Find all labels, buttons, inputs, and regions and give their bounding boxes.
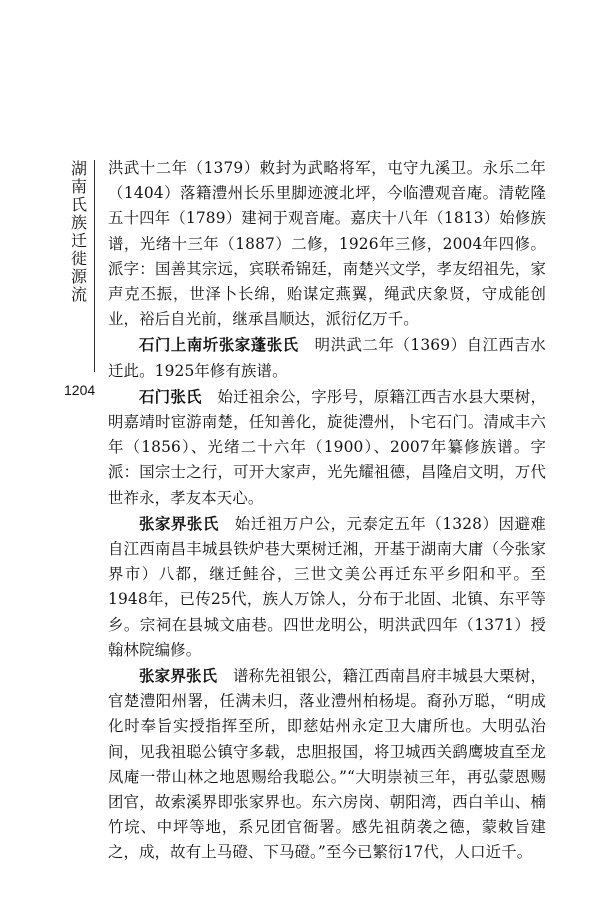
- paragraph-text: 洪武十二年（1379）敕封为武略将军，屯守九溪卫。永乐二年（1404）落籍澧州长乐里脚迹渡北坪，今临澧观音庵。清乾隆五十四年（1789）建祠于观音庵。嘉庆十八年（1813）始修族谱，光绪十三年（1887）二修，1926年三修，2004年四修。派字：国善其宗远，宾联希锦廷，南楚兴文学，孝友绍祖先，家声克丕振，世泽卜长绵，贻谋定燕翼，绳武庆象贤，守成能创业，裕后自光前，继承昌顺达，派衍亿万千。: [108, 159, 546, 329]
- clan-heading: 张家界张氏: [139, 667, 218, 686]
- page-number: 1204: [64, 382, 96, 398]
- paragraph-text: 明洪武二年（1369）自江西吉水迁此。1925年修有族谱。: [108, 336, 546, 380]
- running-header-title: 湖南氏族迁徙源流: [70, 159, 87, 304]
- paragraph-1: [108, 156, 546, 332]
- paragraph-4: [108, 512, 546, 663]
- clan-heading: 石门张氏: [139, 387, 202, 406]
- paragraph-2: [108, 333, 546, 383]
- paragraph-5: [108, 664, 546, 866]
- margin-rule: [94, 160, 95, 372]
- paragraph-text: 始迁祖万户公，元泰定五年（1328）因避难自江西南昌丰城县铁炉巷大栗树迁湘，开基于湖南大庸（今张家界市）八都，继迁鲑谷，三世文美公再迁东平乡阳和平。至1948年，已传25代，族人万馀人，分布于北固、北镇、东平等乡。宗祠在县城文庙巷。四世龙明公，明洪武四年（1371）授翰林院编修。: [108, 514, 546, 659]
- paragraph-3: [108, 385, 546, 511]
- paragraph-text: 始迁祖余公，字彤号，原籍江西吉水县大栗树，明嘉靖时宦游南楚，任知善化，旋徙澧州，卜宅石门。清咸丰六年（1856）、光绪二十六年（1900）、2007年纂修族谱。字派：国宗士之行，可开大家声，光先耀祖德，昌隆启文明，万代世祚永，孝友本天心。: [108, 387, 547, 507]
- paragraph-text: 谱称先祖银公，籍江西南昌府丰城县大栗树，官楚澧阳州署，任满未归，落业澧州柏杨堤。裔孙万聪，“明成化时奉旨实授指挥至所，即慈姑州永定卫大庸所也。大明弘治间，见我祖聪公镇守多载，忠胆报国，将卫城西关鹞鹰坡直至龙凤庵一带山林之地恩赐给我聪公。”“大明崇祯三年，再弘蒙恩赐团官，故索溪界即张家界也。东六房岗、朝阳湾，西白羊山、楠竹垸、中坪等地，系兄团官衙署。感先祖荫袭之德，蒙敕旨建之，成，故有上马磴、下马磴。”至今已繁衍17代，人口近千。: [108, 667, 546, 862]
- clan-heading: 石门上南圻张家蓬张氏: [139, 336, 299, 355]
- clan-heading: 张家界张氏: [139, 514, 219, 533]
- page-body: [108, 156, 546, 867]
